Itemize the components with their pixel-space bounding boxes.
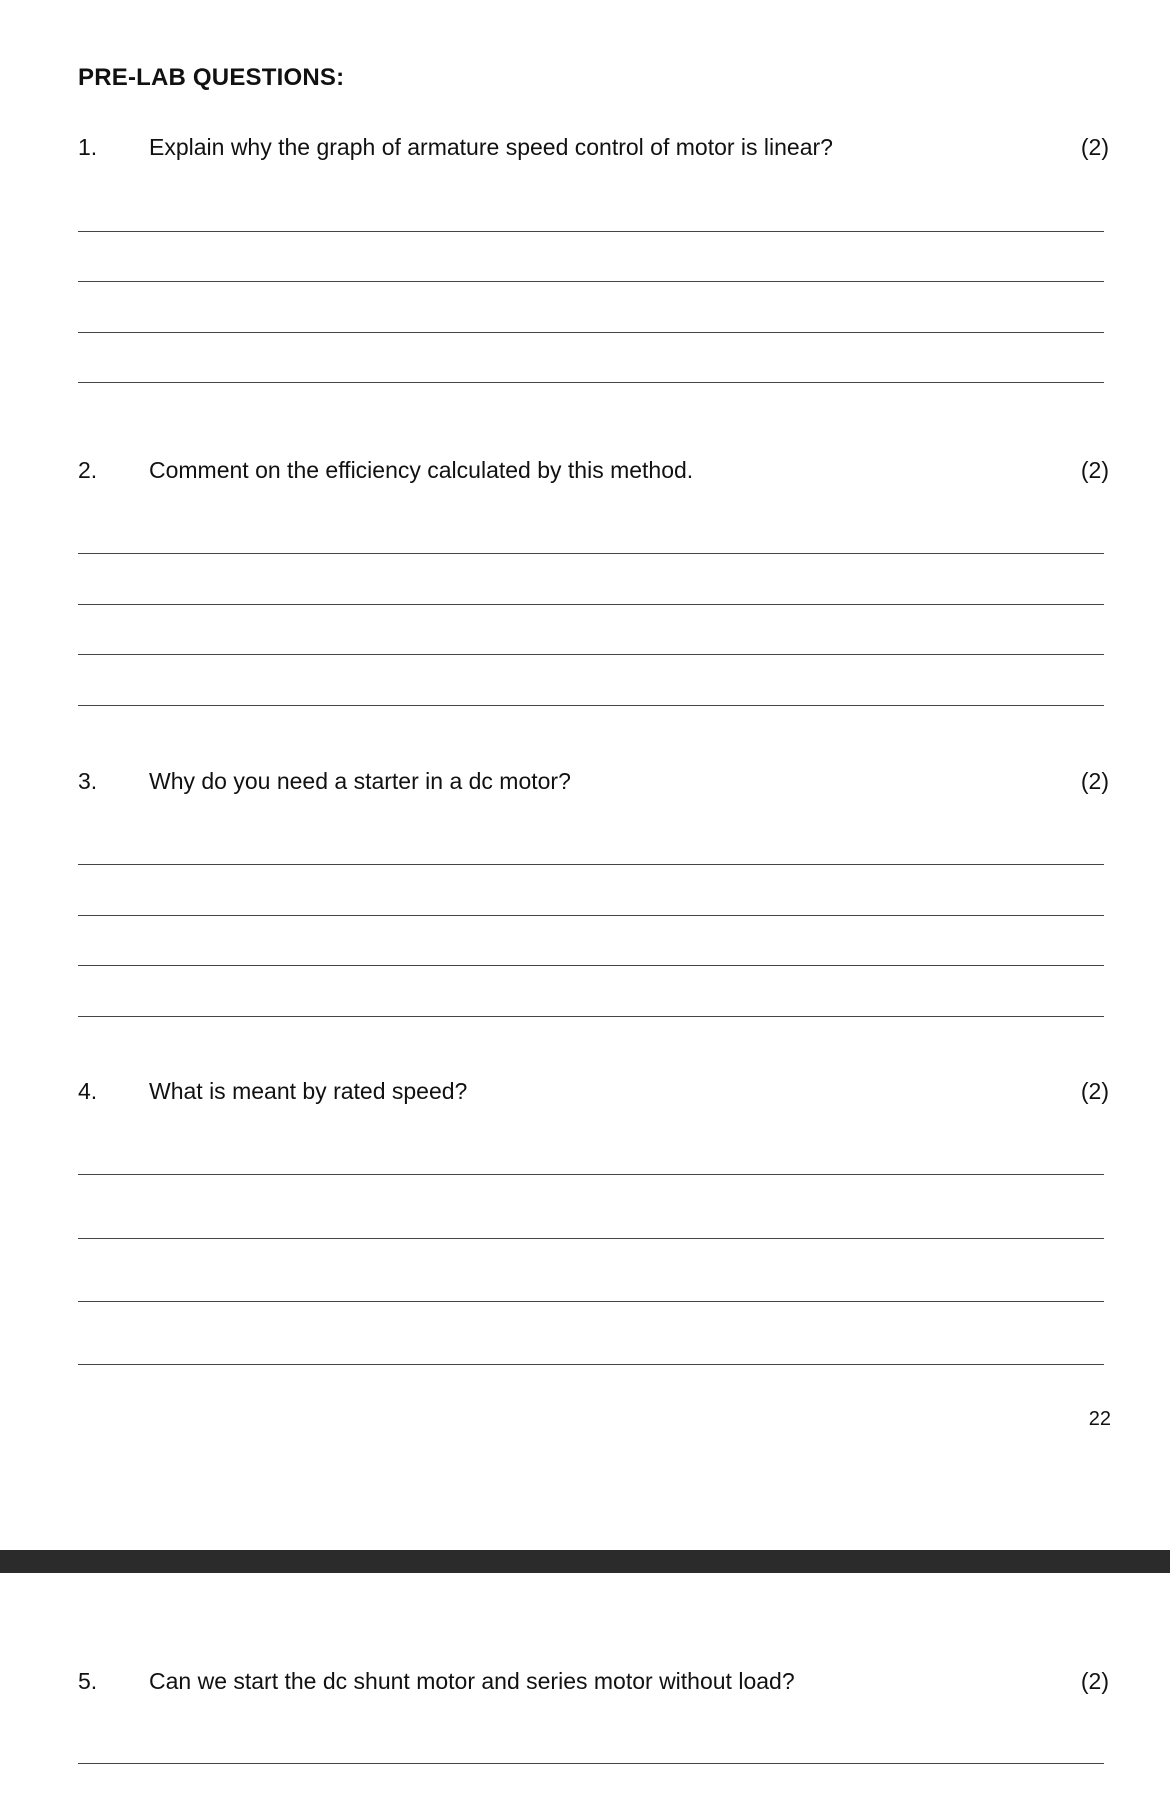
answer-line[interactable] xyxy=(78,705,1104,706)
question-text: Can we start the dc shunt motor and series motor without load? xyxy=(149,1668,795,1694)
question-marks: (2) xyxy=(1080,1668,1109,1694)
question-text: Why do you need a starter in a dc motor? xyxy=(149,768,571,794)
answer-line[interactable] xyxy=(78,915,1104,916)
answer-line[interactable] xyxy=(78,1174,1104,1175)
page-number: 22 xyxy=(1088,1408,1111,1430)
question-marks: (2) xyxy=(1080,134,1109,160)
page-heading: PRE-LAB QUESTIONS: xyxy=(78,64,345,91)
question-number: 4. xyxy=(78,1078,98,1104)
answer-line[interactable] xyxy=(78,1763,1104,1764)
question-marks: (2) xyxy=(1080,1078,1109,1104)
question-number: 1. xyxy=(78,134,98,160)
answer-line[interactable] xyxy=(78,965,1104,966)
answer-line[interactable] xyxy=(78,604,1104,605)
question-number: 5. xyxy=(78,1668,98,1694)
answer-line[interactable] xyxy=(78,1364,1104,1365)
answer-line[interactable] xyxy=(78,382,1104,383)
answer-line[interactable] xyxy=(78,1238,1104,1239)
question-number: 3. xyxy=(78,768,98,794)
answer-line[interactable] xyxy=(78,231,1104,232)
question-text: What is meant by rated speed? xyxy=(149,1078,468,1104)
answer-line[interactable] xyxy=(78,553,1104,554)
answer-line[interactable] xyxy=(78,654,1104,655)
answer-line[interactable] xyxy=(78,1301,1104,1302)
answer-line[interactable] xyxy=(78,281,1104,282)
question-text: Comment on the efficiency calculated by this method. xyxy=(149,457,694,483)
question-text: Explain why the graph of armature speed control of motor is linear? xyxy=(149,134,833,160)
answer-line[interactable] xyxy=(78,1016,1104,1017)
question-marks: (2) xyxy=(1080,768,1109,794)
page-divider xyxy=(0,1550,1170,1573)
answer-line[interactable] xyxy=(78,332,1104,333)
question-marks: (2) xyxy=(1080,457,1109,483)
answer-line[interactable] xyxy=(78,864,1104,865)
question-number: 2. xyxy=(78,457,98,483)
